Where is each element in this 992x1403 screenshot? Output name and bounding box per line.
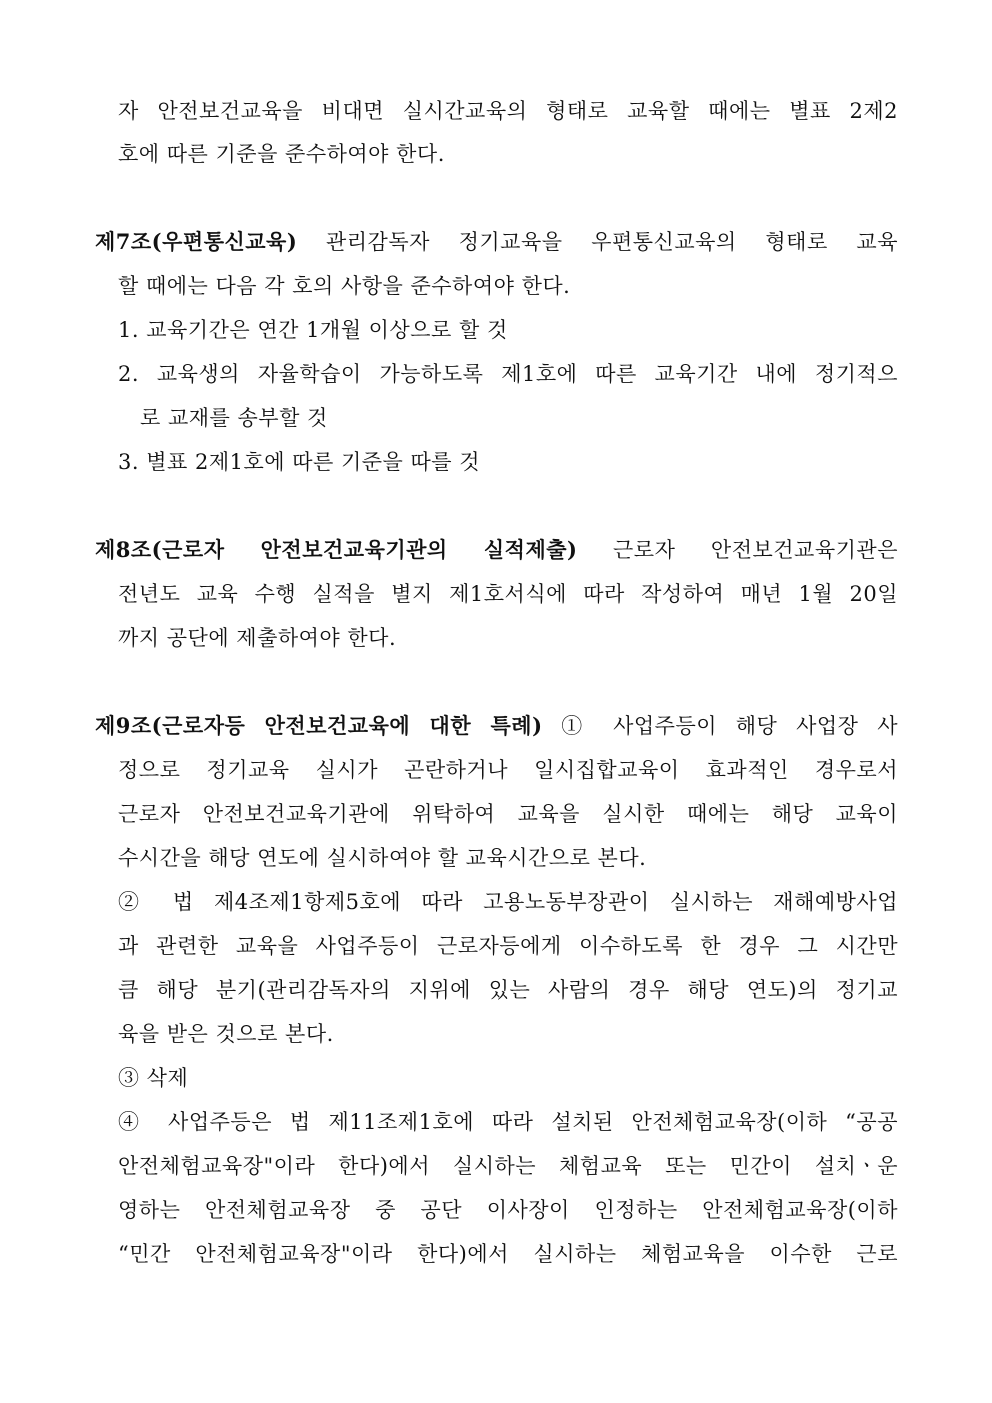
paragraph-line: 육을 받은 것으로 본다. [118, 1022, 334, 1046]
paragraph-line: ③ 삭제 [118, 1066, 189, 1090]
paragraph-line: 전년도 교육 수행 실적을 별지 제1호서식에 따라 작성하여 매년 1월 20일 [118, 582, 898, 606]
paragraph-line: 정으로 정기교육 실시가 곤란하거나 일시집합교육이 효과적인 경우로서 [118, 758, 898, 782]
paragraph-line: 영하는 안전체험교육장 중 공단 이사장이 인정하는 안전체험교육장(이하 [118, 1198, 898, 1222]
article-8-heading: 제8조(근로자 안전보건교육기관의 실적제출) [95, 537, 578, 562]
list-item-continuation: 로 교재를 송부할 것 [140, 406, 328, 430]
article-8-text: 근로자 안전보건교육기관은 [577, 538, 898, 562]
paragraph-line: 까지 공단에 제출하여야 한다. [118, 626, 397, 650]
paragraph-line: ② 법 제4조제1항제5호에 따라 고용노동부장관이 실시하는 재해예방사업 [118, 890, 898, 914]
article-7-line [95, 227, 898, 257]
paragraph-line: 근로자 안전보건교육기관에 위탁하여 교육을 실시한 때에는 해당 교육이 [118, 802, 898, 826]
paragraph-line: “민간 안전체험교육장"이라 한다)에서 실시하는 체험교육을 이수한 근로 [118, 1242, 898, 1266]
paragraph-line: 수시간을 해당 연도에 실시하여야 할 교육시간으로 본다. [118, 846, 647, 870]
article-9-line [95, 711, 898, 741]
paragraph-line: 자 안전보건교육을 비대면 실시간교육의 형태로 교육할 때에는 별표 2제2 [118, 99, 898, 123]
article-9-heading: 제9조(근로자등 안전보건교육에 대한 특례) [95, 713, 543, 738]
paragraph-line: 할 때에는 다음 각 호의 사항을 준수하여야 한다. [118, 274, 571, 298]
paragraph-line: 안전체험교육장"이라 한다)에서 실시하는 체험교육 또는 민간이 설치ㆍ운 [118, 1154, 898, 1178]
list-item: 1. 교육기간은 연간 1개월 이상으로 할 것 [118, 318, 508, 342]
article-9-text: ① 사업주등이 해당 사업장 사 [542, 714, 898, 738]
paragraph-line: 호에 따른 기준을 준수하여야 한다. [118, 142, 445, 166]
list-item: 3. 별표 2제1호에 따른 기준을 따를 것 [118, 450, 481, 474]
paragraph-line: 과 관련한 교육을 사업주등이 근로자등에게 이수하도록 한 경우 그 시간만 [118, 934, 898, 958]
paragraph-line: ④ 사업주등은 법 제11조제1호에 따라 설치된 안전체험교육장(이하 “공공 [118, 1110, 898, 1134]
list-item: 2. 교육생의 자율학습이 가능하도록 제1호에 따른 교육기간 내에 정기적으 [118, 362, 898, 386]
paragraph-line: 큼 해당 분기(관리감독자의 지위에 있는 사람의 경우 해당 연도)의 정기교 [118, 978, 898, 1002]
article-7-text: 관리감독자 정기교육을 우편통신교육의 형태로 교육 [297, 230, 898, 254]
article-7-heading: 제7조(우편통신교육) [95, 229, 298, 254]
article-8-line [95, 535, 898, 565]
